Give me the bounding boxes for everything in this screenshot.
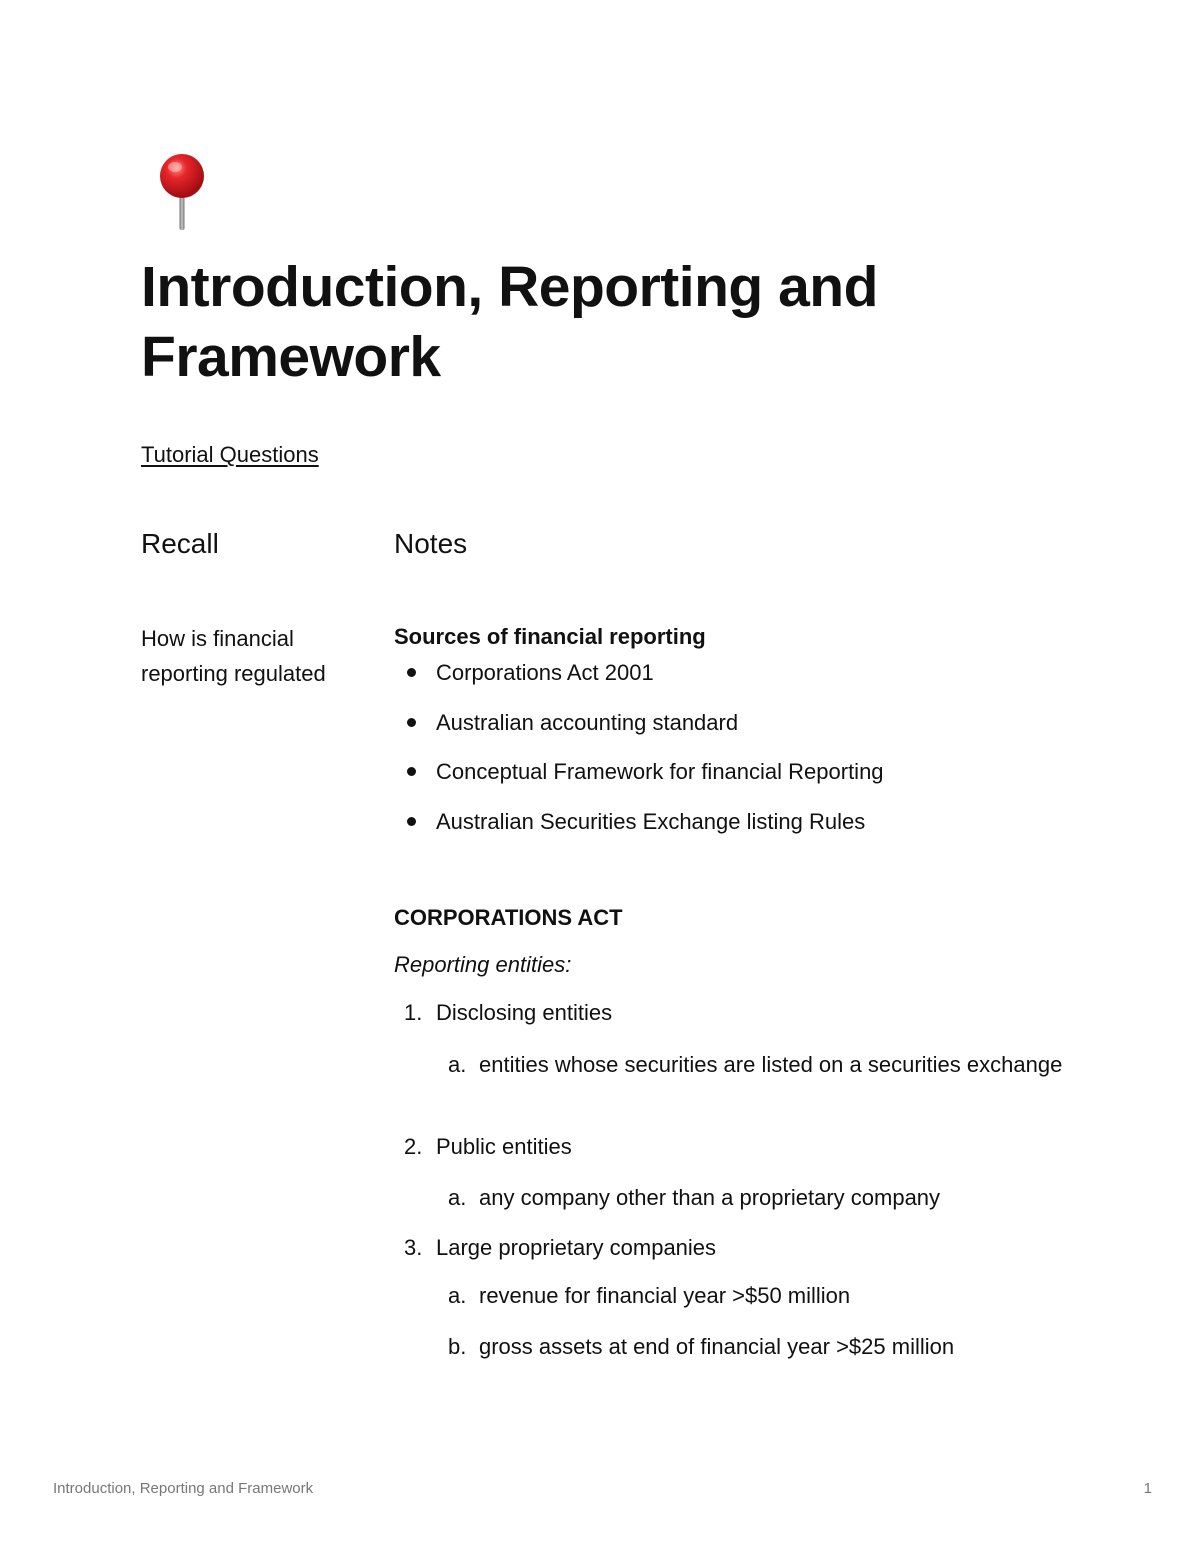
subitem-text: entities whose securities are listed on a securities exchange [479, 1052, 1063, 1077]
entity-item [394, 1232, 1094, 1280]
page-number: 1 [1143, 1480, 1152, 1497]
footer-title: Introduction, Reporting and Framework [53, 1480, 314, 1497]
entity-label: Large proprietary companies [436, 1235, 717, 1260]
subitem-text: gross assets at end of financial year >$25 million [479, 1334, 955, 1359]
list-item [394, 706, 1094, 756]
entity-item [394, 997, 1094, 1047]
entity-subitem [394, 1182, 1094, 1232]
list-item [394, 805, 1094, 855]
reporting-entities-label: Reporting entities: [394, 952, 572, 977]
subitem-text: any company other than a proprietary company [479, 1185, 941, 1210]
recall-question: How is financial reporting regulated [141, 626, 326, 686]
bullet-icon [407, 817, 416, 826]
sources-heading: Sources of financial reporting [394, 624, 706, 649]
entity-number: 2. [404, 1134, 423, 1159]
notes-column-heading: Notes [394, 528, 468, 559]
bullet-icon [407, 767, 416, 776]
sources-list [394, 656, 1094, 854]
list-item [394, 755, 1094, 805]
notes-column [394, 621, 1094, 1371]
entity-number: 1. [404, 1000, 423, 1025]
corporations-act-heading: CORPORATIONS ACT [394, 905, 623, 930]
recall-column-heading: Recall [141, 528, 219, 559]
subitem-letter: a. [448, 1185, 467, 1210]
bullet-icon [407, 718, 416, 727]
subitem-letter: a. [448, 1052, 467, 1077]
list-item [394, 656, 1094, 706]
entity-subitem [394, 1280, 1094, 1331]
page-title: Introduction, Reporting and Framework [141, 255, 878, 389]
entity-item [394, 1131, 1094, 1182]
round-pushpin-icon [150, 150, 214, 234]
source-item-text: Australian Securities Exchange listing Rules [436, 808, 866, 834]
entity-subitem [394, 1047, 1094, 1131]
bullet-icon [407, 668, 416, 677]
subitem-text: revenue for financial year >$50 million [479, 1283, 851, 1308]
source-item-text: Corporations Act 2001 [436, 660, 654, 685]
source-item-text: Conceptual Framework for financial Reporting [436, 759, 884, 784]
entity-label: Public entities [436, 1134, 572, 1159]
entity-label: Disclosing entities [436, 1000, 613, 1025]
subitem-letter: a. [448, 1283, 467, 1308]
entity-number: 3. [404, 1235, 423, 1260]
entity-subitem [394, 1331, 1094, 1371]
subitem-letter: b. [448, 1334, 467, 1359]
tutorial-questions-link[interactable]: Tutorial Questions [141, 442, 319, 467]
source-item-text: Australian accounting standard [436, 709, 739, 735]
